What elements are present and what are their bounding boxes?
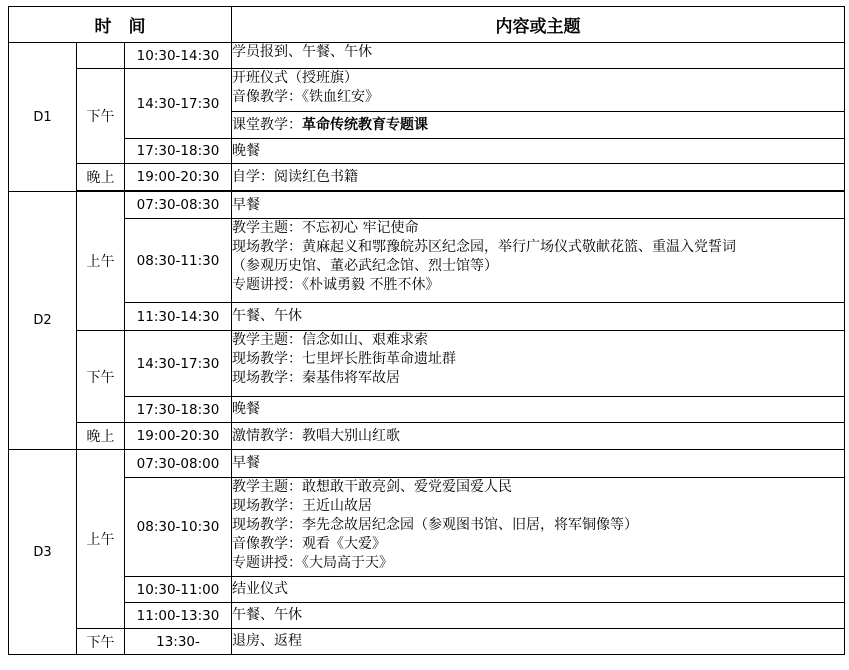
table-row	[9, 219, 845, 303]
period-cell-am: 上午	[77, 450, 125, 629]
time-cell: 11:30-14:30	[125, 303, 232, 331]
time-cell: 19:00-20:30	[125, 423, 232, 450]
table-row	[9, 450, 845, 478]
period-cell-am: 上午	[77, 192, 125, 331]
time-cell: 08:30-11:30	[125, 219, 232, 303]
time-cell: 07:30-08:00	[125, 450, 232, 478]
table-row	[9, 629, 845, 655]
header-time: 时 间	[9, 7, 232, 43]
table-row	[9, 423, 845, 450]
course-title-bold: 革命传统教育专题课	[302, 116, 429, 133]
time-cell: 07:30-08:30	[125, 192, 232, 219]
time-cell: 19:00-20:30	[125, 164, 232, 191]
content-cell: 早餐	[232, 450, 845, 478]
period-cell-pm: 下午	[77, 331, 125, 423]
table-row	[9, 331, 845, 397]
table-row	[9, 397, 845, 423]
period-cell-pm: 下午	[77, 69, 125, 164]
content-cell: 课堂教学：革命传统教育专题课	[232, 112, 845, 139]
content-cell: 晚餐	[232, 139, 845, 164]
time-cell: 13:30-	[125, 629, 232, 655]
time-cell: 14:30-17:30	[125, 331, 232, 397]
period-cell-eve: 晚上	[77, 423, 125, 450]
content-cell: 午餐、午休	[232, 303, 845, 331]
table-header-row	[9, 7, 845, 43]
time-cell: 17:30-18:30	[125, 139, 232, 164]
table-row	[9, 303, 845, 331]
time-cell: 10:30-14:30	[125, 43, 232, 69]
content-cell: 退房、返程	[232, 629, 845, 655]
content-cell: 午餐、午休	[232, 603, 845, 629]
table-row	[9, 139, 845, 164]
content-cell: 开班仪式（授班旗） 音像教学：《铁血红安》	[232, 69, 845, 112]
day-cell-d1: D1	[9, 43, 77, 192]
period-cell-eve: 晚上	[77, 164, 125, 191]
content-cell: 教学主题：敢想敢干敢亮剑、爱党爱国爱人民 现场教学：王近山故居 现场教学：李先念故居纪念园（参观图书馆、旧居，将军铜像等） 音像教学：观看《大爱》 专题讲授：《大局高于天》	[232, 478, 845, 577]
content-cell: 激情教学：教唱大别山红歌	[232, 423, 845, 450]
table-row	[9, 577, 845, 603]
content-cell: 学员报到、午餐、午休	[232, 43, 845, 69]
schedule-table	[8, 6, 845, 655]
table-row	[9, 164, 845, 191]
time-cell: 17:30-18:30	[125, 397, 232, 423]
time-cell: 14:30-17:30	[125, 69, 232, 139]
table-row	[9, 192, 845, 219]
day-cell-d3: D3	[9, 450, 77, 655]
content-cell: 结业仪式	[232, 577, 845, 603]
period-cell-pm: 下午	[77, 629, 125, 655]
content-cell: 早餐	[232, 192, 845, 219]
table-row	[9, 69, 845, 112]
content-cell: 教学主题：信念如山、艰难求索 现场教学：七里坪长胜街革命遗址群 现场教学：秦基伟将军故居	[232, 331, 845, 397]
content-cell: 晚餐	[232, 397, 845, 423]
time-cell: 10:30-11:00	[125, 577, 232, 603]
content-cell: 自学：阅读红色书籍	[232, 164, 845, 191]
period-cell-empty	[77, 43, 125, 69]
table-row	[9, 43, 845, 69]
content-cell: 教学主题：不忘初心 牢记使命 现场教学：黄麻起义和鄂豫皖苏区纪念园，举行广场仪式敬献花篮、重温入党誓词 （参观历史馆、董必武纪念馆、烈士馆等） 专题讲授：《朴诚勇毅 不胜不休》	[232, 219, 845, 303]
day-cell-d2: D2	[9, 192, 77, 450]
table-row	[9, 603, 845, 629]
table-row	[9, 478, 845, 577]
time-cell: 08:30-10:30	[125, 478, 232, 577]
time-cell: 11:00-13:30	[125, 603, 232, 629]
header-content: 内容或主题	[232, 7, 845, 43]
